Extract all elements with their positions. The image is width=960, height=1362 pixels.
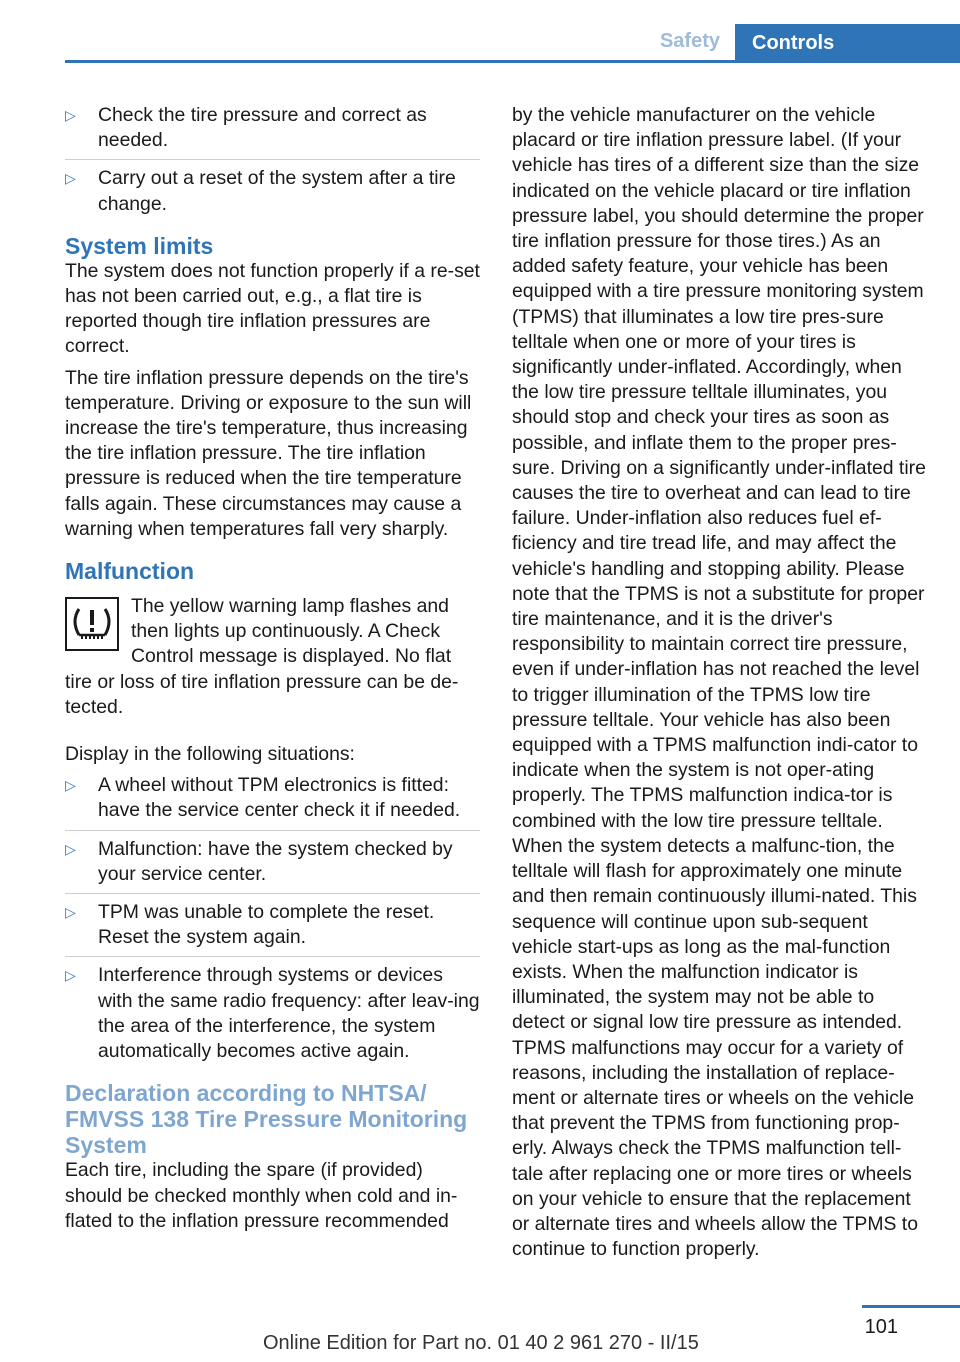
list-item-text: TPM was unable to complete the reset. Reset the system again. — [98, 901, 435, 949]
tire-pressure-warning-icon — [65, 597, 119, 651]
list-item-text: A wheel without TPM electronics is fitted: have the service center check it if needed. — [98, 774, 461, 822]
list-item-text: Interference through systems or devices with the same radio frequency: after leav-ing the area of the interference, the system automatically becomes active again. — [98, 964, 480, 1063]
header-section-controls[interactable]: Controls — [735, 24, 960, 62]
triangle-right-icon: ▷ — [65, 840, 76, 857]
list-item — [65, 837, 480, 887]
divider — [65, 159, 480, 160]
page-number: 101 — [864, 1316, 898, 1338]
paragraph: The yellow warning lamp flashes and then lights up continuously. A Check Control message is displayed. No flat tire or loss of tire inflation pressure can be de-tected. — [65, 595, 459, 718]
paragraph: Display in the following situations: — [65, 743, 355, 766]
triangle-right-icon: ▷ — [65, 170, 76, 187]
list-item-text: Carry out a reset of the system after a tire change. — [98, 167, 456, 215]
list-item — [65, 963, 480, 1064]
triangle-right-icon: ▷ — [65, 777, 76, 794]
list-item-text: Check the tire pressure and correct as needed. — [98, 104, 427, 152]
edition-text: Online Edition for Part no. 01 40 2 961 270 - II/15 — [263, 1332, 699, 1354]
triangle-right-icon: ▷ — [65, 904, 76, 921]
triangle-right-icon: ▷ — [65, 967, 76, 984]
footer-rule — [862, 1305, 960, 1308]
list-item — [65, 773, 480, 823]
paragraph: by the vehicle manufacturer on the vehicle placard or tire inflation pressure label. (If your vehicle has tires of a different size than the size indicated on the vehicle placard or tire inflation pressure label, you should determine the proper tire inflation pressure for those tires.) As an added safety feature, your vehicle has been equipped with a tire pressure monitoring system (TPMS) that illuminates a low tire pres-sure telltale when one or more of your tires is significantly under-inflated. Accordingly, when the low tire pressure telltale illuminates, you should stop and check your tires as soon as possible, and inflate them to the proper pres-sure. Driving on a significantly under-inflated tire causes the tire to overheat and can lead to tire failure. Under-inflation also reduces fuel ef-ficiency and tire tread life, and may affect the vehicle's handling and stopping ability. Please note that the TPMS is not a substitute for proper tire maintenance, and it is the driver's responsibility to maintain correct tire pressure, even if under-inflation has not reached the level to trigger illumination of the TPMS low tire pressure telltale. Your vehicle has also been equipped with a TPMS malfunction indi-cator to indicate when the system is not oper-ating properly. The TPMS malfunction indica-tor is combined with the low tire pressure telltale. When the system detects a malfunc-tion, the telltale will flash for approximately one minute and then remain continuously illumi-nated. This sequence will continue upon sub-sequent vehicle start-ups as long as the mal-function exists. When the malfunction indicator is illuminated, the system may not be able to detect or signal low tire pressure as intended. TPMS malfunctions may occur for a variety of reasons, including the installation of replace-ment or alternate tires or wheels on the vehicle that prevent the TPMS from functioning prop-erly. Always check the TPMS malfunction tell-tale after replacing one or more tires or wheels on your vehicle to ensure that the replacement or alternate tires and wheels allow the TPMS to continue to function properly. — [512, 104, 926, 1261]
divider — [65, 893, 480, 894]
section-title-declaration: Declaration according to NHTSA/ FMVSS 138 Tire Pressure Monitoring System — [65, 1080, 468, 1159]
header-section-safety[interactable]: Safety — [659, 30, 720, 52]
list-item — [65, 103, 480, 153]
list-item — [65, 900, 480, 950]
divider — [65, 830, 480, 831]
section-title-system-limits: System limits — [65, 232, 214, 259]
list-item-text: Malfunction: have the system checked by your service center. — [98, 837, 453, 885]
section-title-malfunction: Malfunction — [65, 558, 195, 585]
paragraph: Each tire, including the spare (if provided) should be checked monthly when cold and in-flated to the inflation pressure recommended — [65, 1159, 458, 1232]
malfunction-block — [65, 594, 480, 726]
paragraph: The system does not function properly if a re-set has not been carried out, e.g., a flat tire is reported though tire inflation pressures are correct. — [65, 259, 480, 358]
right-column — [512, 103, 932, 1268]
triangle-right-icon: ▷ — [65, 107, 76, 123]
divider — [65, 956, 480, 957]
list-item — [65, 166, 480, 216]
paragraph: The tire inflation pressure depends on the tire's temperature. Driving or exposure to the sun will increase the tire's temperature, thus increasing the tire inflation pressure. The tire inflation pressure is reduced when the tire temperature falls again. These circumstances may cause a warning when temperatures fall very sharply. — [65, 366, 472, 540]
left-column — [65, 103, 480, 1240]
